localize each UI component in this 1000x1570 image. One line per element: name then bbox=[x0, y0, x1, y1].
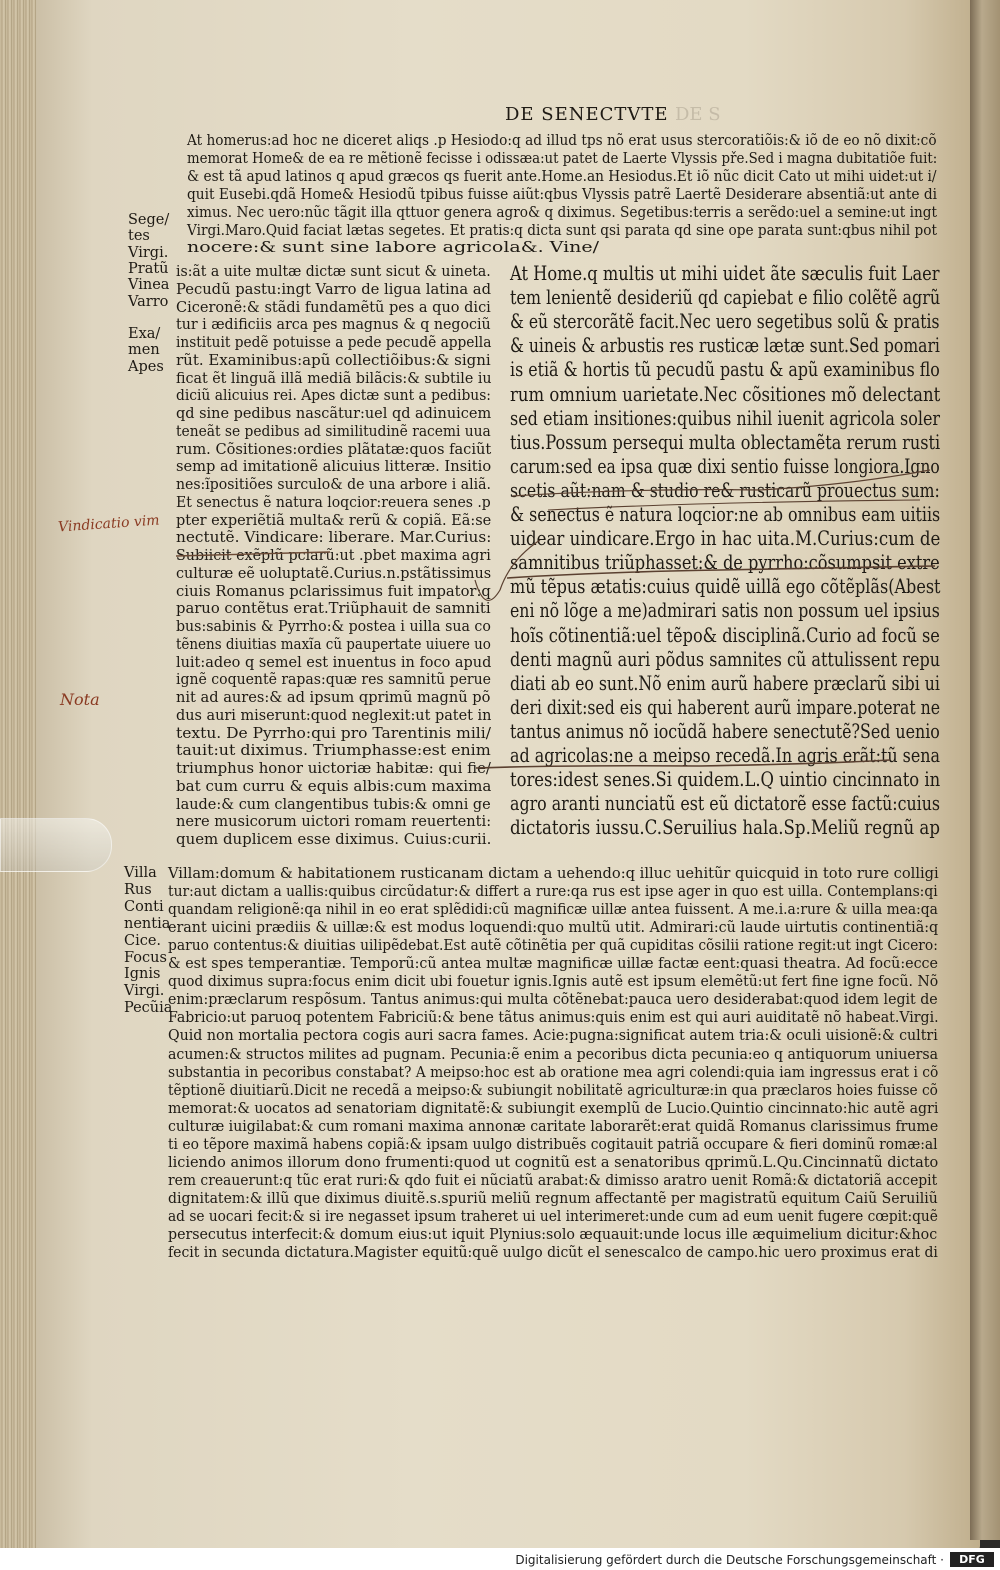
commentary-line: acumen:& structos milites ad pugnam. Pecunia:ẽ enim a pecoribus dicta pecunia:eo q antiquorum uniuersa bbox=[168, 1044, 939, 1063]
main-text-line: samnitibus triũphasset:& de pyrrho:cõsumpsit extre bbox=[510, 551, 940, 575]
handwritten-note-2: Nota bbox=[60, 690, 100, 709]
commentary-line: pter experiẽtiã multa& rerũ & copiã. Eã:se bbox=[176, 510, 492, 529]
commentary-line: quem duplicem esse diximus. Cuius:curii. bbox=[176, 830, 492, 848]
commentary-line: dignitatem:& illũ que diximus diuitẽ.s.spuriũ meliũ regnum affectantẽ per magistratũ equitum Caiũ Seruiliũ bbox=[168, 1188, 938, 1207]
margin-note: Cice. bbox=[124, 932, 162, 949]
main-text-line: dictatoris iussu.C.Seruilius hala.Sp.Meliũ regnũ ap bbox=[510, 816, 940, 840]
margin-note: Ignis bbox=[124, 966, 161, 983]
commentary-line: memorat:& uocatos ad senatoriam dignitatẽ:& subiungit exemplũ de Lucio.Quintio cincinnato:hic autẽ agri bbox=[168, 1098, 939, 1117]
commentary-line: Ciceronẽ:& stãdi fundamẽtũ pes a quo dici bbox=[176, 297, 491, 316]
commentary-line: Villam:domum & habitationem rusticanam dictam a uehendo:q illuc uehitũr quicquid in toto rure colligi bbox=[168, 864, 939, 882]
margin-note: Villa bbox=[124, 865, 157, 881]
commentary-line: substantia in pecoribus constabat? A meipso:hoc est ab oratione mea agri colendi:quia iam ingressus erat i cõ bbox=[168, 1062, 939, 1081]
commentary-line: laude:& cum clangentibus tubis:& omni ge bbox=[176, 794, 491, 813]
commentary-line: rem creauerunt:q tũc erat ruri:& qdo fuit ei nũciatũ arabat:& dimisso aratro uenit Romã:& dictatoriã accepit bbox=[168, 1170, 938, 1189]
commentary-line: quandam religionẽ:qa nihil in eo erat splẽdidi:cũ magnificæ uillæ antea fuissent. A me.i.a:rure & uilla mea:qa bbox=[168, 900, 938, 919]
commentary-line: dus auri miserunt:quod neglexit:ut patet in bbox=[176, 705, 492, 724]
commentary-line: Et senectus ẽ natura loqcior:reuera senes .p bbox=[176, 492, 491, 511]
commentary-line: Subiicit exẽplũ pclarũ:ut .pbet maxima agri bbox=[176, 546, 491, 564]
margin-note: Focus bbox=[124, 949, 167, 966]
main-text-line: scetis aũt:nam & studio re& rusticarũ prouectus sum: bbox=[510, 478, 940, 502]
margin-note: tes bbox=[128, 228, 150, 245]
main-text-line: tius.Possum persequi multa oblectamẽta rerum rusti bbox=[510, 430, 941, 454]
margin-note: Conti bbox=[124, 898, 164, 915]
main-text-line: & uineis & arbustis res rusticæ lætæ sunt.Sed pomari bbox=[510, 334, 940, 358]
handwritten-note-1: Vindicatio vim bbox=[57, 512, 161, 536]
commentary-line: paruo contentus:& diuitias uilipẽdebat.Est autẽ cõtinẽtia per quã cupiditas cõsilii ratione regit:ut ingt Cicero: bbox=[168, 936, 938, 955]
main-text-line: carum:sed ea ipsa quæ dixi sentio fuisse longiora.Igno bbox=[510, 454, 940, 478]
commentary-line: & est tã apud latinos q apud græcos qs fuerit ante.Home.an Hesiodus.Et iõ nũc dicit Cato ut mihi uidet:ut i/ bbox=[187, 166, 937, 185]
commentary-line: ficat ẽt linguã illã mediã bilãcis:& subtile iu bbox=[176, 368, 492, 387]
margin-note: Rus bbox=[124, 881, 152, 898]
commentary-line: ignẽ coquentẽ rapas:quæ res samnitũ perue bbox=[176, 670, 491, 689]
commentary-line: nit ad aures:& ad ipsum qprimũ magnũ põ bbox=[176, 688, 491, 706]
commentary-line: ad se uocari fecit:& si ire negasset ipsum traheret ui uel interimeret:unde cum ad eum uenit fugere cœpit:quẽ bbox=[168, 1206, 938, 1225]
commentary-line: culturæ eẽ uoluptatẽ.Curius.n.pstãtissimus bbox=[176, 563, 492, 582]
page-header: DE SENECTVTE bbox=[505, 104, 669, 125]
margin-note: Sege/ bbox=[128, 212, 170, 228]
commentary-line: rũt. Examinibus:apũ collectiõibus:& signi bbox=[176, 350, 491, 369]
page-clip bbox=[0, 818, 112, 872]
commentary-line: triumphus honor uictoriæ habitæ: qui fie/ bbox=[176, 759, 491, 777]
main-text-line: tantus animus nõ iocũdã habere senectutẽ?Sed uenio bbox=[510, 719, 940, 743]
commentary-line: erant uicini prædiis & uillæ:& est modus loquendi:quo multũ utit. Admirari:cũ laude uirtutis continentiã:q bbox=[168, 918, 939, 937]
commentary-line: ximus. Nec uero:nũc tãgit illa qttuor genera agro& q diximus. Segetibus:terris a serẽdo:uel a semine:ut ingt bbox=[187, 202, 937, 221]
footer-bar bbox=[0, 1548, 1000, 1570]
commentary-line: tẽptionẽ diuitiarũ.Dicit ne recedã a meipso:& subiungit nobilitatẽ agriculturæ:in qua præclaros hoies fuisse cõ bbox=[168, 1080, 938, 1099]
margin-note: Virgi. bbox=[128, 244, 169, 261]
dfg-logo: DFG bbox=[950, 1552, 994, 1567]
main-text-line: At Home.q multis ut mihi uidet ãte sæculis fuit Laer bbox=[510, 262, 940, 285]
commentary-line: Fabricio:ut paruoq potentem Fabriciũ:& bene tãtus animus:quis enim est qui auri auiditatẽ nõ habeat.Virgi. bbox=[168, 1008, 939, 1027]
footer-credit: Digitalisierung gefördert durch die Deutsche Forschungsgemeinschaft · bbox=[515, 1553, 944, 1567]
main-text-line: sed etiam insitiones:quibus nihil iuenit agricola soler bbox=[510, 406, 941, 430]
commentary-line: fecit in secunda dictatura.Magister equitũ:quẽ uulgo dicũt el senescalco de campo.hic uero proximus erat di bbox=[168, 1243, 938, 1262]
commentary-line: culturæ iuigilabat:& cum romani maxima annonæ caritate laborarẽt:erat quidã Romanus clarissimus frume bbox=[168, 1116, 939, 1135]
main-text-line: diati ab eo sunt.Nõ enim aurũ habere præclarũ sibi ui bbox=[510, 671, 940, 695]
commentary-line: tẽnens diuitias maxĩa cũ paupertate uiuere uo bbox=[176, 634, 491, 653]
commentary-line: tur:aut dictam a uallis:quibus circũdatur:& differt a rure:qa rus est ipse ager in quo est uilla. Contemplans:qi bbox=[168, 882, 938, 901]
margin-note: Pratũ bbox=[128, 260, 169, 277]
commentary-line: bat cum curru & equis albis:cum maxima bbox=[176, 776, 492, 795]
main-text-line: uidear uindicare.Ergo in hac uita.M.Curius:cum de bbox=[510, 527, 941, 551]
margin-note: Pecũia bbox=[124, 1000, 173, 1017]
commentary-line: nocere:& sunt sine labore agricola&. Vine/ bbox=[187, 238, 599, 257]
commentary-line: semp ad imitationẽ alicuius litteræ. Insitio bbox=[176, 457, 492, 476]
main-text-line: mũ tẽpus ætatis:cuius quidẽ uillã ego cõtẽplãs(Abest bbox=[510, 575, 941, 599]
main-text-line: is etiã & hortis tũ pecudũ pastu & apũ examinibus flo bbox=[510, 358, 940, 382]
commentary-line: diciũ alicuius rei. Apes dictæ sunt a pedibus: bbox=[176, 386, 491, 405]
commentary-line: bus:sabinis & Pyrrho:& postea i uilla sua co bbox=[176, 617, 491, 635]
main-text-line: hoĩs cõtinentiã:uel tẽpo& disciplinã.Curio ad focũ se bbox=[510, 623, 940, 647]
commentary-line: nere musicorum uictori romam reuertenti: bbox=[176, 812, 492, 831]
margin-note: men bbox=[128, 342, 160, 359]
main-text-line: deri dixit:sed eis qui haberent aurũ impare.poterat ne bbox=[510, 695, 941, 719]
book-page-edges bbox=[0, 0, 40, 1560]
main-text-line: eni nõ lõge a me)admirari satis non possum uel ipsius bbox=[510, 599, 940, 623]
commentary-line: Virgi.Maro.Quid faciat lætas segetes. Et pratis:q dicta sunt qsi parata qd sine ope parata sunt:qbus nihil pot bbox=[187, 220, 937, 239]
commentary-line: is:ãt a uite multæ dictæ sunt sicut & uineta. bbox=[176, 262, 491, 280]
commentary-line: & est spes temperantiæ. Temporũ:cũ antea multæ magnificæ uillæ factæ eent:quasi theatra. Ad focũ:ecce bbox=[168, 954, 938, 973]
commentary-line: paruo contẽtus erat.Triũphauit de samniti bbox=[176, 599, 491, 618]
commentary-line: quit Eusebi.qdã Home& Hesiodũ tpibus fuisse aiũt:qbus Vlyssis patrẽ Laertẽ Desiderare absentiã:ut ante di bbox=[187, 184, 937, 203]
book-right-edge bbox=[970, 0, 1000, 1540]
commentary-line: instituit pedẽ potuisse a pede pecudẽ appella bbox=[176, 333, 492, 351]
main-text-line: & senectus ẽ natura loqcior:ne ab omnibus eam uitiis bbox=[510, 503, 941, 526]
commentary-line: quod diximus supra:focus enim dicit ubi fouetur ignis.Ignis autẽ est ipsum elemẽtũ:ut fert fine igne focũ. Nõ bbox=[168, 972, 939, 991]
commentary-line: nectutẽ. Vindicare: liberare. Mar.Curius: bbox=[176, 528, 492, 547]
commentary-line: memorat Home& de ea re mẽtionẽ fecisse i odissæa:ut patet de Laerte Vlyssis pře.Sed i magna dubitatiõe fuit: bbox=[187, 148, 938, 167]
main-text-line: ad agricolas:ne a meipso recedã.In agris erãt:tũ sena bbox=[510, 744, 940, 767]
main-text-line: & eũ stercorãtẽ facit.Nec uero segetibus solũ & pratis bbox=[510, 310, 940, 334]
commentary-line: persecutus interfecit:& domum eius:ut iquit Plynius:solo æquauit:unde locus ille æquimelium dicitur:&hoc bbox=[168, 1225, 938, 1243]
commentary-line: teneãt se pedibus ad similitudinẽ racemi uua bbox=[176, 421, 491, 440]
commentary-line: tur i ædificiis arca pes magnus & q negociũ bbox=[176, 315, 491, 334]
margin-note: nentia bbox=[124, 915, 171, 932]
main-text-line: agro aranti nunciatũ est eũ dictatorẽ esse factũ:cuius bbox=[510, 792, 941, 816]
commentary-line: ti eo tẽpore maximã habens copiã:& ipsam uulgo distribuẽs cogitauit patriã occupare & fieri dominũ romæ:al bbox=[168, 1134, 938, 1153]
commentary-line: tauit:ut diximus. Triumphasse:est enim bbox=[176, 741, 491, 760]
commentary-line: Pecudũ pastu:ingt Varro de ligua latina ad bbox=[176, 279, 492, 298]
commentary-line: textu. De Pyrrho:qui pro Tarentinis mili/ bbox=[176, 723, 491, 742]
margin-note: Varro bbox=[128, 293, 169, 310]
margin-note: Vinea bbox=[128, 277, 170, 294]
commentary-line: Quid non mortalia pectora cogis auri sacra fames. Acie:pugna:significat autem tria:& oculi uisionẽ:& cultri bbox=[168, 1026, 938, 1045]
commentary-line: rum. Cõsitiones:ordies plãtatæ:quos faciũt bbox=[176, 439, 492, 458]
commentary-line: nes:ĩpositiões surculo& de una arbore i aliã. bbox=[176, 475, 491, 493]
margin-note: Virgi. bbox=[124, 983, 165, 1000]
commentary-line: At homerus:ad hoc ne diceret aliqs .p Hesiodo:q ad illud tps nõ erat usus stercoratiõis:& iõ de eo nõ dixit:cõ bbox=[187, 131, 937, 149]
commentary-line: luit:adeo q semel est inuentus in foco apud bbox=[176, 652, 492, 671]
main-text-line: tem lenientẽ desideriũ qd capiebat e filio colẽtẽ agrũ bbox=[510, 286, 941, 310]
main-text-line: rum omnium uarietate.Nec cõsitiones mõ delectant bbox=[510, 382, 941, 406]
margin-note: Apes bbox=[128, 358, 164, 375]
commentary-line: enim:præclarum respõsum. Tantus animus:qui multa cõtẽnebat:pauca uero desiderabat:quod idem legit de bbox=[168, 990, 938, 1009]
commentary-line: liciendo animos illorum dono frumenti:quod ut cognitũ est a senatoribus qprimũ.L.Qu.Cincinnatũ dictato bbox=[168, 1152, 939, 1171]
main-text-line: denti magnũ auri põdus samnites cũ attulissent repu bbox=[510, 647, 941, 671]
commentary-line: qd sine pedibus nascãtur:uel qd adinuicem bbox=[176, 404, 492, 422]
ghost-header: DE S bbox=[675, 104, 721, 125]
commentary-line: ciuis Romanus pclarissimus fuit impator:q bbox=[176, 581, 491, 600]
margin-note: Exa/ bbox=[128, 326, 161, 343]
main-text-line: tores:idest senes.Si quidem.L.Q uintio cincinnato in bbox=[510, 768, 941, 792]
